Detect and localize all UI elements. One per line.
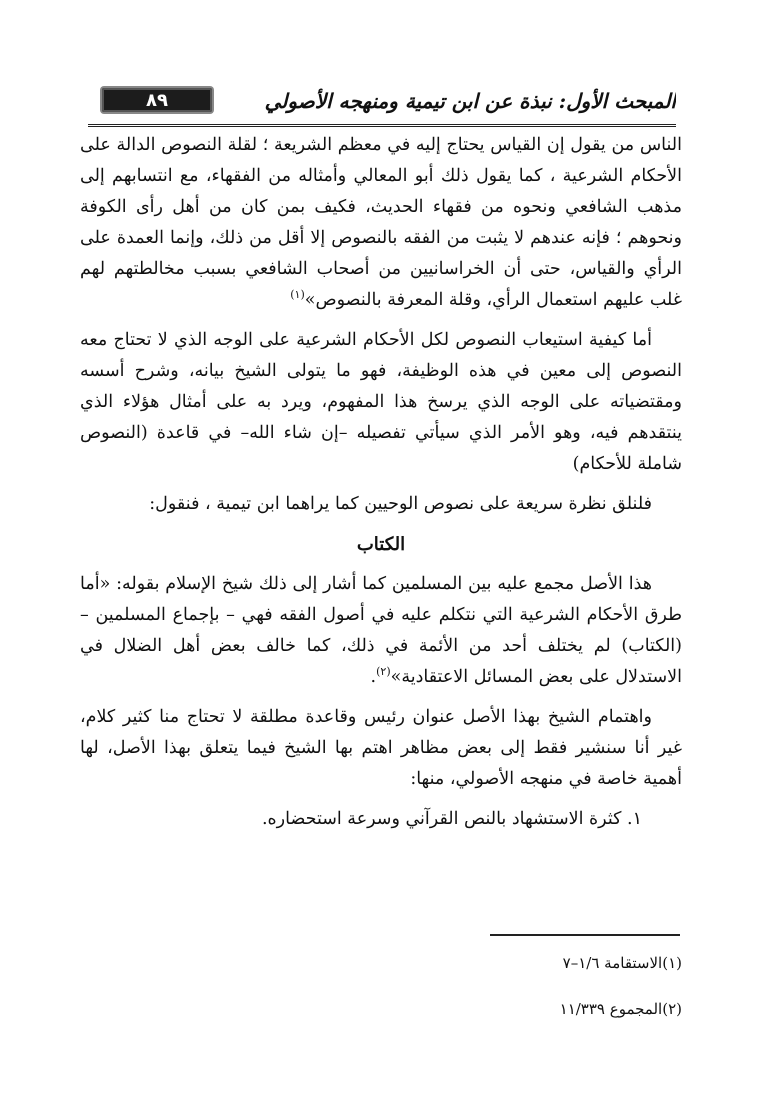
footnote-ref[interactable]: (١) xyxy=(290,288,305,302)
footnote: (٢)المجموع ١١/٣٣٩ xyxy=(559,1000,682,1018)
page-number-badge xyxy=(102,88,212,112)
paragraph: أما كيفية استيعاب النصوص لكل الأحكام الشرعية على الوجه الذي لا تحتاج معه النصوص إلى معين في هذه الوظيفة، فهو ما يتولى الشيخ بيانه، وشرح أسسه ومقتضياته على الوجه الذي يرسخ هذا المفهوم، ويرد به على أمثال هؤلاء الذي ينتقدهم فيه، وهو الأمر الذي سيأتي تفصيله –إن شاء الله– في قاعدة (النصوص شاملة للأحكام) xyxy=(80,330,682,474)
page-header xyxy=(88,80,676,127)
paragraph: واهتمام الشيخ بهذا الأصل عنوان رئيس وقاعدة مطلقة لا تحتاج منا كثير كلام، غير أنا سنشير فقط إلى بعض مظاهر اهتم بها الشيخ فيما يتعلق بهذا الأصل، لها أهمية خاصة في منهجه الأصولي، منها: xyxy=(80,707,682,789)
paragraph: فلنلق نظرة سريعة على نصوص الوحيين كما يراهما ابن تيمية ، فنقول: xyxy=(149,494,652,514)
page-number: ٨٩ xyxy=(146,89,168,111)
section-heading: الكتاب xyxy=(356,534,406,555)
list-item: ١. كثرة الاستشهاد بالنص القرآني وسرعة استحضاره. xyxy=(261,809,642,829)
footnote: (١)الاستقامة ١/٦–٧ xyxy=(562,954,682,972)
footnotes xyxy=(80,940,682,1032)
paragraph: هذا الأصل مجمع عليه بين المسلمين كما أشار إلى ذلك شيخ الإسلام بقوله: «أما طرق الأحكام الشرعية التي نتكلم عليه في أصول الفقه فهي – بإجماع المسلمين –(الكتاب) لم يختلف أحد من الأئمة في ذلك، كما خالف بعض أهل الضلال في الاستدلال على بعض المسائل الاعتقادية»$^{(٢)}$. xyxy=(80,574,682,687)
running-title: المبحث الأول: نبذة عن ابن تيمية ومنهجه الأصولي xyxy=(264,89,676,113)
paragraph: الناس من يقول إن القياس يحتاج إليه في معظم الشريعة ؛ لقلة النصوص الدالة على الأحكام الشرعية ، كما يقول ذلك أبو المعالي وأمثاله من الفقهاء، مع انتسابهم إلى مذهب الشافعي ونحوه من فقهاء الحديث، فكيف بمن كان من أهل رأى الكوفة ونحوهم ؛ فإنه عندهم لا يثبت من الفقه بالنصوص إلا أقل من ذلك، وإنما العمدة على الرأي والقياس، حتى أن الخراسانيين من أصحاب الشافعي بسبب مخالطتهم لهم غلب عليهم استعمال الرأي، وقلة المعرفة بالنصوص»$^{(١)}$ xyxy=(80,135,682,310)
main-text xyxy=(80,130,682,835)
footnote-divider xyxy=(490,934,680,936)
footnote-ref[interactable]: (٢) xyxy=(376,665,391,679)
